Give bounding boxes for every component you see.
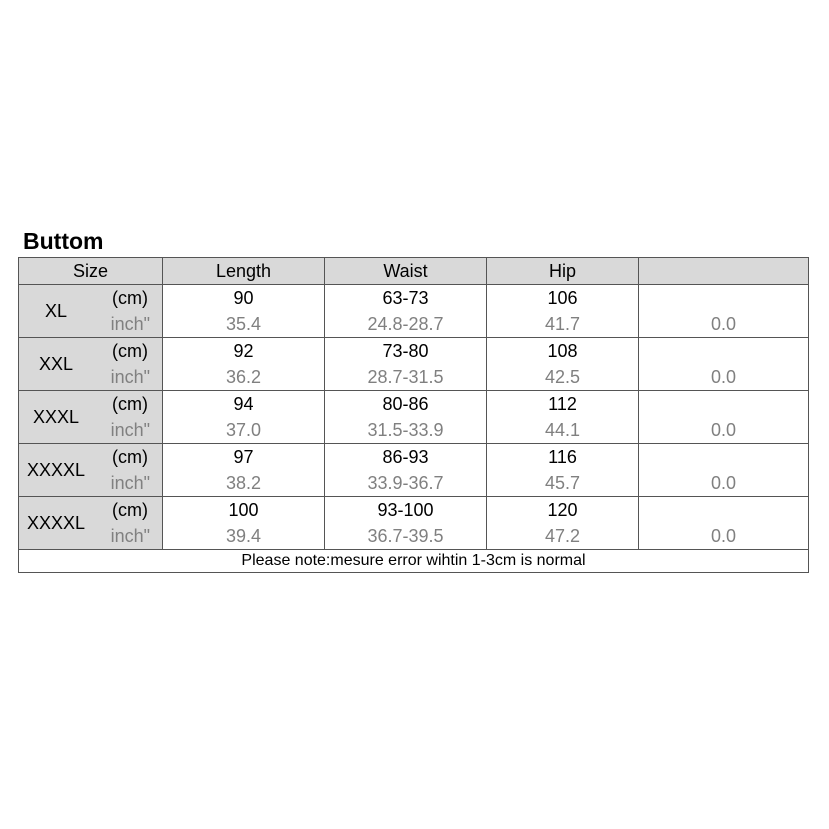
unit-cm-label: (cm) (112, 394, 148, 414)
hip-cell (487, 338, 639, 391)
length-cm: 90 (233, 288, 254, 308)
length-cell (163, 338, 325, 391)
length-cm: 92 (233, 341, 254, 361)
waist-inch: 31.5-33.9 (367, 420, 444, 440)
waist-inch: 24.8-28.7 (367, 314, 444, 334)
waist-cm: 63-73 (382, 288, 429, 308)
extra-cm (639, 444, 808, 470)
size-cell (19, 391, 163, 444)
extra-cell (639, 391, 809, 444)
hip-cell (487, 391, 639, 444)
waist-cm: 73-80 (382, 341, 429, 361)
length-inch: 39.4 (225, 526, 262, 546)
extra-inch: 0.0 (710, 473, 737, 493)
unit-inch-label: inch" (110, 420, 150, 440)
length-cell (163, 285, 325, 338)
length-inch: 36.2 (225, 367, 262, 387)
extra-inch: 0.0 (710, 367, 737, 387)
unit-inch-label: inch" (110, 367, 150, 387)
waist-inch: 28.7-31.5 (367, 367, 444, 387)
unit-inch-label: inch" (110, 314, 150, 334)
table-row (19, 444, 809, 497)
extra-cm (639, 497, 808, 523)
extra-cell (639, 285, 809, 338)
note-row (19, 550, 809, 573)
size-chart-table (18, 257, 809, 573)
header-extra (639, 258, 809, 285)
size-name: XXXXL (26, 513, 86, 533)
waist-cm: 80-86 (382, 394, 429, 414)
length-inch: 37.0 (225, 420, 262, 440)
extra-inch: 0.0 (710, 314, 737, 334)
size-cell (19, 444, 163, 497)
unit-cm-label: (cm) (112, 341, 148, 361)
hip-cm: 116 (548, 447, 577, 467)
extra-cm (639, 338, 808, 364)
table-row (19, 338, 809, 391)
extra-cm (639, 391, 808, 417)
hip-inch: 47.2 (544, 526, 581, 546)
table-row (19, 391, 809, 444)
extra-inch: 0.0 (710, 420, 737, 440)
header-waist: Waist (325, 258, 487, 285)
header-length: Length (163, 258, 325, 285)
hip-cell (487, 444, 639, 497)
header-row (19, 258, 809, 285)
table-title: Buttom (23, 228, 104, 254)
length-cell (163, 497, 325, 550)
extra-cm (639, 285, 808, 311)
hip-inch: 45.7 (544, 473, 581, 493)
measurement-note: Please note:mesure error wihtin 1-3cm is normal (19, 550, 809, 573)
length-inch: 38.2 (225, 473, 262, 493)
hip-cm: 112 (548, 394, 577, 414)
length-cm: 94 (233, 394, 254, 414)
hip-inch: 44.1 (544, 420, 581, 440)
table-row (19, 497, 809, 550)
size-cell (19, 285, 163, 338)
length-cell (163, 444, 325, 497)
waist-inch: 33.9-36.7 (367, 473, 444, 493)
waist-cell (325, 391, 487, 444)
length-cell (163, 391, 325, 444)
size-name: XXXL (32, 407, 80, 427)
waist-inch: 36.7-39.5 (367, 526, 444, 546)
length-cm: 100 (228, 500, 259, 520)
table-row (19, 285, 809, 338)
length-inch: 35.4 (225, 314, 262, 334)
hip-cell (487, 285, 639, 338)
unit-cm-label: (cm) (112, 288, 148, 308)
size-cell (19, 338, 163, 391)
waist-cell (325, 444, 487, 497)
waist-cell (325, 285, 487, 338)
waist-cell (325, 497, 487, 550)
waist-cm: 93-100 (377, 500, 434, 520)
size-cell (19, 497, 163, 550)
unit-cm-label: (cm) (112, 447, 148, 467)
hip-cell (487, 497, 639, 550)
unit-inch-label: inch" (110, 526, 150, 546)
unit-inch-label: inch" (110, 473, 150, 493)
hip-cm: 108 (547, 341, 578, 361)
length-cm: 97 (233, 447, 254, 467)
hip-cm: 120 (547, 500, 578, 520)
extra-inch: 0.0 (710, 526, 737, 546)
size-name: XL (44, 301, 68, 321)
header-size: Size (19, 258, 163, 285)
hip-cm: 106 (547, 288, 578, 308)
extra-cell (639, 444, 809, 497)
size-name: XXL (38, 354, 74, 374)
extra-cell (639, 497, 809, 550)
waist-cm: 86-93 (382, 447, 429, 467)
waist-cell (325, 338, 487, 391)
hip-inch: 41.7 (544, 314, 581, 334)
extra-cell (639, 338, 809, 391)
hip-inch: 42.5 (544, 367, 581, 387)
size-name: XXXXL (26, 460, 86, 480)
unit-cm-label: (cm) (112, 500, 148, 520)
header-hip: Hip (487, 258, 639, 285)
